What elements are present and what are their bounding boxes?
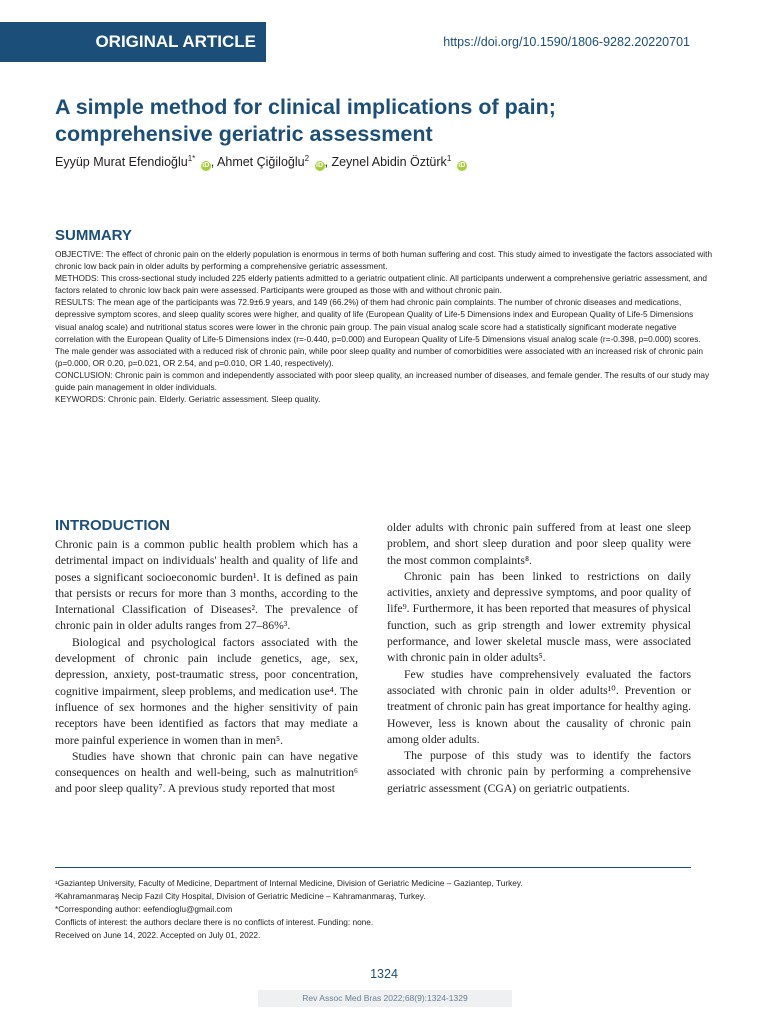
intro-paragraph: Few studies have comprehensively evaluated the factors associated with chronic pain in older adults¹⁰. Prevention or treatment of chronic pain has great importance for healthy aging. However, less is known about the causality of chronic pain among older adults. bbox=[387, 667, 691, 746]
author-name: Eyyüp Murat Efendioğlu bbox=[55, 155, 188, 170]
intro-right-column bbox=[387, 520, 691, 797]
objective-text: The effect of chronic pain on the elderly population is enormous in terms of both human suffering and cost. This study aimed to investigate the factors associated with chronic low back pain in older adults by performing a comprehensive geriatric assessment. bbox=[55, 249, 713, 272]
intro-paragraph: The purpose of this study was to identify the factors associated with chronic pain by performing a comprehensive geriatric assessment (CGA) on geriatric outpatients. bbox=[387, 749, 691, 795]
summary-body bbox=[55, 248, 715, 405]
intro-paragraph: older adults with chronic pain suffered from at least one sleep problem, and short sleep duration and poor sleep quality were the most common complaints⁸. bbox=[387, 521, 691, 567]
orcid-icon[interactable]: iD bbox=[458, 162, 466, 170]
author-name: Zeynel Abidin Öztürk bbox=[331, 155, 447, 170]
conclusion-text: Chronic pain is common and independently associated with poor sleep quality, an increased number of diseases, and female gender. The results of our study may guide pain management in older individuals. bbox=[55, 369, 710, 393]
footnote-divider bbox=[55, 867, 691, 868]
summary-conclusion bbox=[55, 369, 715, 393]
author-affiliation: 1* bbox=[187, 154, 196, 163]
keywords-text: Chronic pain. Elderly. Geriatric assessment. Sleep quality. bbox=[108, 394, 321, 405]
results-text: The mean age of the participants was 72.9±6.9 years, and 149 (66.2%) of them had chronic pain complaints. The number of chronic diseases and medications, depressive symptom scores, and sleep quality scores were higher, and quality of life (European Quality of Life-5 Dimensions index and European Quality of Life-5 Dimensions visual analog scale) and nutritional status scores were lower in the chronic pain group. The pain visual analog scale score had a statistically significant moderate negative correlation with the European Quality of Life-5 Dimensions index (r=-0.440, p=0.000) and European Quality of Life-5 Dimensions visual analog scale (r=-0.398, p=0.000) scores. The male gender was associated with a reduced risk of chronic pain, while poor sleep quality and number of comorbidities were associated with an increased risk of chronic pain (p=0.000, OR 0.20, p=0.021, OR 2.54, and p=0.010, OR 1.40, respectively). bbox=[55, 297, 703, 368]
footnote-affiliation-1: ¹Gaziantep University, Faculty of Medicine, Department of Internal Medicine, Division of Geriatric Medicine – Gaziantep, Turkey. bbox=[55, 878, 523, 888]
methods-text: This cross-sectional study included 225 elderly patients admitted to a geriatric outpatient clinic. All participants underwent a comprehensive geriatric assessment, and factors related to chronic low back pain were assessed. Participants were grouped as those with and without chronic pain. bbox=[55, 273, 707, 296]
doi-link[interactable]: https://doi.org/10.1590/1806-9282.20220701 bbox=[443, 35, 690, 49]
intro-paragraph: Chronic pain has been linked to restrictions on daily activities, anxiety and depressive symptoms, and poor quality of life⁹. Furthermore, it has been reported that measures of physical function, such as grip strength and lower extremity physical performance, and lower skeletal muscle mass, were associated with chronic pain in older adults⁵. bbox=[387, 569, 691, 665]
footnote-conflicts: Conflicts of interest: the authors declare there is no conflicts of interest. Funding: none. bbox=[55, 917, 374, 927]
summary-objective bbox=[55, 248, 715, 272]
results-label: RESULTS: bbox=[55, 297, 95, 308]
article-type-label: ORIGINAL ARTICLE bbox=[95, 32, 256, 51]
article-title: A simple method for clinical implications of pain; comprehensive geriatric assessment bbox=[55, 95, 556, 146]
introduction-heading: INTRODUCTION bbox=[55, 517, 170, 534]
article-type-banner bbox=[0, 22, 266, 62]
author-list bbox=[55, 154, 467, 171]
keywords-label: KEYWORDS: bbox=[55, 394, 106, 405]
author-affiliation: 1 bbox=[446, 154, 452, 163]
intro-paragraph: Biological and psychological factors associated with the development of chronic pain include genetics, age, sex, depression, anxiety, post-traumatic stress, poor concentration, cognitive impairment, sleep problems, and medication use⁴. The influence of sex hormones and the higher sensitivity of pain receptors have been identified as factors that may mediate a more painful experience in women than in men⁵. bbox=[55, 635, 358, 747]
intro-paragraph: Chronic pain is a common public health problem which has a detrimental impact on individuals' health and quality of life and poses a significant socioeconomic burden¹. It is defined as pain that persists or recurs for more than 3 months, according to the International Classification of Diseases². The prevalence of chronic pain in older adults ranges from 27–86%³. bbox=[55, 538, 358, 633]
orcid-icon[interactable]: iD bbox=[316, 162, 324, 170]
orcid-icon[interactable]: iD bbox=[202, 162, 210, 170]
summary-heading: SUMMARY bbox=[55, 227, 132, 244]
intro-left-column bbox=[55, 537, 358, 798]
footnote-affiliation-2: ²Kahramanmaraş Necip Fazıl City Hospital, Division of Geriatric Medicine – Kahramanmaraş, Turkey. bbox=[55, 891, 426, 901]
footnote-corresponding-author: *Corresponding author: eefendioglu@gmail.com bbox=[55, 904, 233, 914]
footnote-received: Received on June 14, 2022. Accepted on July 01, 2022. bbox=[55, 930, 261, 940]
journal-citation: Rev Assoc Med Bras 2022;68(9):1324-1329 bbox=[258, 990, 512, 1007]
page-number: 1324 bbox=[370, 967, 398, 981]
methods-label: METHODS: bbox=[55, 273, 99, 284]
summary-results bbox=[55, 296, 715, 369]
objective-label: OBJECTIVE: bbox=[55, 249, 104, 259]
summary-keywords bbox=[55, 393, 715, 405]
author-separator: , bbox=[324, 155, 332, 170]
intro-paragraph: Studies have shown that chronic pain can have negative consequences on health and well-being, such as malnutrition⁶ and poor sleep quality⁷. A previous study reported that most bbox=[55, 749, 358, 796]
author-separator: , bbox=[210, 155, 218, 170]
author-name: Ahmet Çiğiloğlu bbox=[217, 155, 305, 170]
author-affiliation: 2 bbox=[304, 154, 310, 163]
conclusion-label: CONCLUSION: bbox=[55, 369, 113, 380]
footnotes bbox=[55, 877, 695, 942]
summary-methods bbox=[55, 272, 715, 296]
